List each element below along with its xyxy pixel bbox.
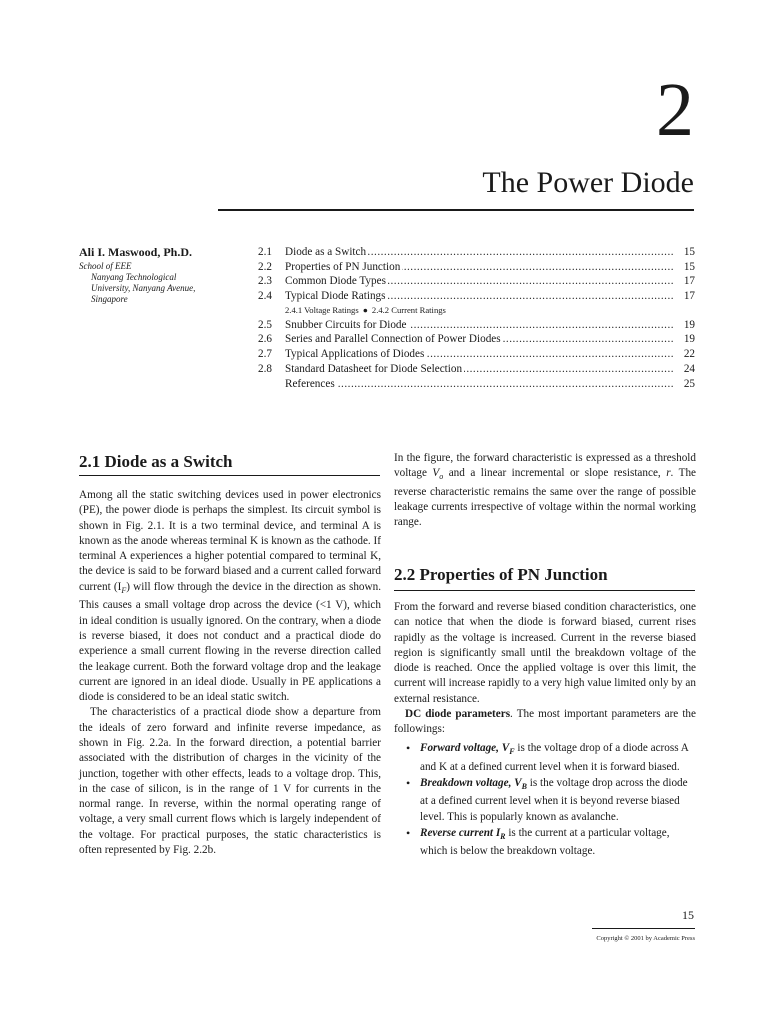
variable: V xyxy=(432,467,440,480)
list-item xyxy=(394,741,695,775)
subscript: B xyxy=(521,782,527,792)
toc-subentry[interactable]: 2.4.2 Current Ratings xyxy=(371,304,446,315)
variable: r xyxy=(666,467,671,480)
toc-page: 17 xyxy=(683,275,695,288)
paragraph: The characteristics of a practical diode show a departure from the ideals of zero forward and infinite reverse impedance, as shown in Fig. 2.2a. In the forward direction, a potential barrier associated with the distribution of charges in the vicinity of the junction, together with other effects, leads to a voltage drop. This, in the case of silicon, is in the range of 1 V for currents in the normal range. In reverse, within the normal operating range of voltage, a very small current flows which is largely independent of the voltage. For practical purposes, the static characteristics is often represented by Fig. 2.2b. xyxy=(79,706,381,857)
toc-page: 25 xyxy=(683,377,695,390)
affiliation-line: Nanyang Technological xyxy=(91,272,177,282)
toc-subentry[interactable]: 2.4.1 Voltage Ratings xyxy=(285,304,359,315)
toc-entry[interactable] xyxy=(258,362,695,377)
affiliation-line: School of EEE xyxy=(79,261,132,271)
paragraph xyxy=(394,707,696,738)
chapter-number: 2 xyxy=(656,68,694,152)
affiliation-line: University, Nanyang Avenue, xyxy=(91,283,196,293)
bullet: • xyxy=(406,775,411,790)
toc-label: Properties of PN Junction xyxy=(285,260,401,273)
section-rule xyxy=(394,590,695,591)
toc-entry[interactable] xyxy=(258,377,695,392)
text-run: and a linear incremental or slope resistance, xyxy=(443,467,667,480)
toc-label: References xyxy=(285,377,335,390)
text-run: . The most important parameters are the followings: xyxy=(394,708,696,736)
toc-subentries xyxy=(258,304,695,318)
toc-label: Typical Applications of Diodes xyxy=(285,348,425,361)
author-affiliation xyxy=(79,261,254,305)
toc-number: 2.1 xyxy=(258,246,272,258)
left-column xyxy=(79,488,381,858)
toc-label: Common Diode Types xyxy=(285,275,386,288)
toc-page: 15 xyxy=(683,260,695,273)
affiliation-line: Singapore xyxy=(91,294,128,304)
toc-page: 24 xyxy=(683,362,695,375)
toc-label: Standard Datasheet for Diode Selection xyxy=(285,362,463,375)
subscript: F xyxy=(509,747,515,757)
toc-page: 15 xyxy=(683,246,695,258)
toc-page: 19 xyxy=(683,333,695,346)
toc-page: 17 xyxy=(683,290,695,303)
toc-number: 2.5 xyxy=(258,318,272,331)
subscript: R xyxy=(500,832,506,842)
parameter-list xyxy=(394,741,695,861)
toc-page: 19 xyxy=(683,318,695,331)
text-run: . The reverse characteristic remains the same over the range of possible leakage currents irrespective of voltage within the normal working range. xyxy=(394,467,696,529)
bold-run: DC diode parameters xyxy=(405,708,511,721)
toc-label: Diode as a Switch xyxy=(285,246,367,258)
toc-entry[interactable] xyxy=(258,245,695,260)
subscript: o xyxy=(439,472,444,482)
chapter-title: The Power Diode xyxy=(482,166,694,199)
toc-label: Snubber Circuits for Diode xyxy=(285,318,407,331)
toc-entry[interactable] xyxy=(258,289,695,304)
header-rule xyxy=(218,209,694,211)
toc-entry[interactable] xyxy=(258,347,695,362)
list-item xyxy=(394,826,695,860)
term: Breakdown voltage, V xyxy=(420,776,522,789)
right-column-section-2-2 xyxy=(394,600,696,738)
author-name: Ali I. Maswood, Ph.D. xyxy=(79,245,193,259)
subscript: F xyxy=(121,586,127,596)
toc-entry[interactable] xyxy=(258,318,695,333)
toc-number: 2.7 xyxy=(258,348,272,361)
toc-entry[interactable] xyxy=(258,332,695,347)
paragraph xyxy=(79,488,381,705)
toc-label: Series and Parallel Connection of Power Diodes xyxy=(285,333,501,346)
toc-page: 22 xyxy=(683,348,695,361)
toc-number: 2.3 xyxy=(258,275,272,288)
text-run: is the voltage drop of a diode across A and K at a defined current level when it is forward biased. xyxy=(420,742,689,773)
toc-number: 2.2 xyxy=(258,260,272,273)
right-column-continuation xyxy=(394,451,696,531)
term: Reverse current I xyxy=(420,826,501,839)
text-run: Among all the static switching devices used in power electronics (PE), the power diode is perhaps the simplest. Its circuit symbol is shown in Fig. 2.1. It is a two terminal device, and terminal A is known as the anode whereas terminal K is known as the cathode. If terminal A experiences a higher potential compared to terminal K, the device is said to be forward biased and a current called forward current (I xyxy=(79,489,381,593)
term: Forward voltage, V xyxy=(420,742,510,754)
toc-number: 2.4 xyxy=(258,290,272,303)
toc-entry[interactable] xyxy=(258,260,695,275)
table-of-contents xyxy=(258,245,695,391)
text-run: is the voltage drop across the diode at a defined current level when it is beyond reverse biased level. This is popularly known as avalanche. xyxy=(420,776,688,823)
text-run: is the current at a particular voltage, which is below the breakdown voltage. xyxy=(420,826,670,858)
paragraph xyxy=(394,451,696,531)
text-run: ) will flow through the device in the direction as shown. This causes a small voltage drop across the device (<1 V), which in ideal condition is usually ignored. On the contrary, when a diode is reverse biased, it does not conduct and a practical diode do experience a small current flowing in the reverse direction called the leakage current. Both the forward voltage drop and the leakage current are ignored in an ideal diode. Usually in PE applications a diode is considered to be an ideal static switch. xyxy=(79,580,381,704)
toc-label: Typical Diode Ratings xyxy=(285,290,386,303)
page-number: 15 xyxy=(682,908,694,922)
copyright-notice: Copyright © 2001 by Academic Press xyxy=(596,935,695,942)
bullet: • xyxy=(406,825,411,840)
toc-number: 2.6 xyxy=(258,333,272,346)
section-rule xyxy=(79,475,380,476)
toc-entry[interactable] xyxy=(258,274,695,289)
section-heading-2-2: 2.2 Properties of PN Junction xyxy=(394,565,608,584)
bullet: • xyxy=(406,741,411,755)
bullet-separator: ● xyxy=(362,304,368,315)
list-item xyxy=(394,776,695,825)
section-heading-2-1: 2.1 Diode as a Switch xyxy=(79,452,233,471)
footer-rule xyxy=(592,928,695,929)
paragraph: From the forward and reverse biased condition characteristics, one can notice that when the diode is forward biased, current rises rapidly as the voltage is increased. Current in the reverse biased region is significantly small until the breakdown voltage of the diode is reached. Once the applied voltage is over this limit, the current will increase rapidly to a very high value limited only by an external resistance. xyxy=(394,601,696,705)
toc-number: 2.8 xyxy=(258,362,272,375)
text-run: In the figure, the forward characteristic is expressed as a threshold voltage xyxy=(394,452,696,480)
